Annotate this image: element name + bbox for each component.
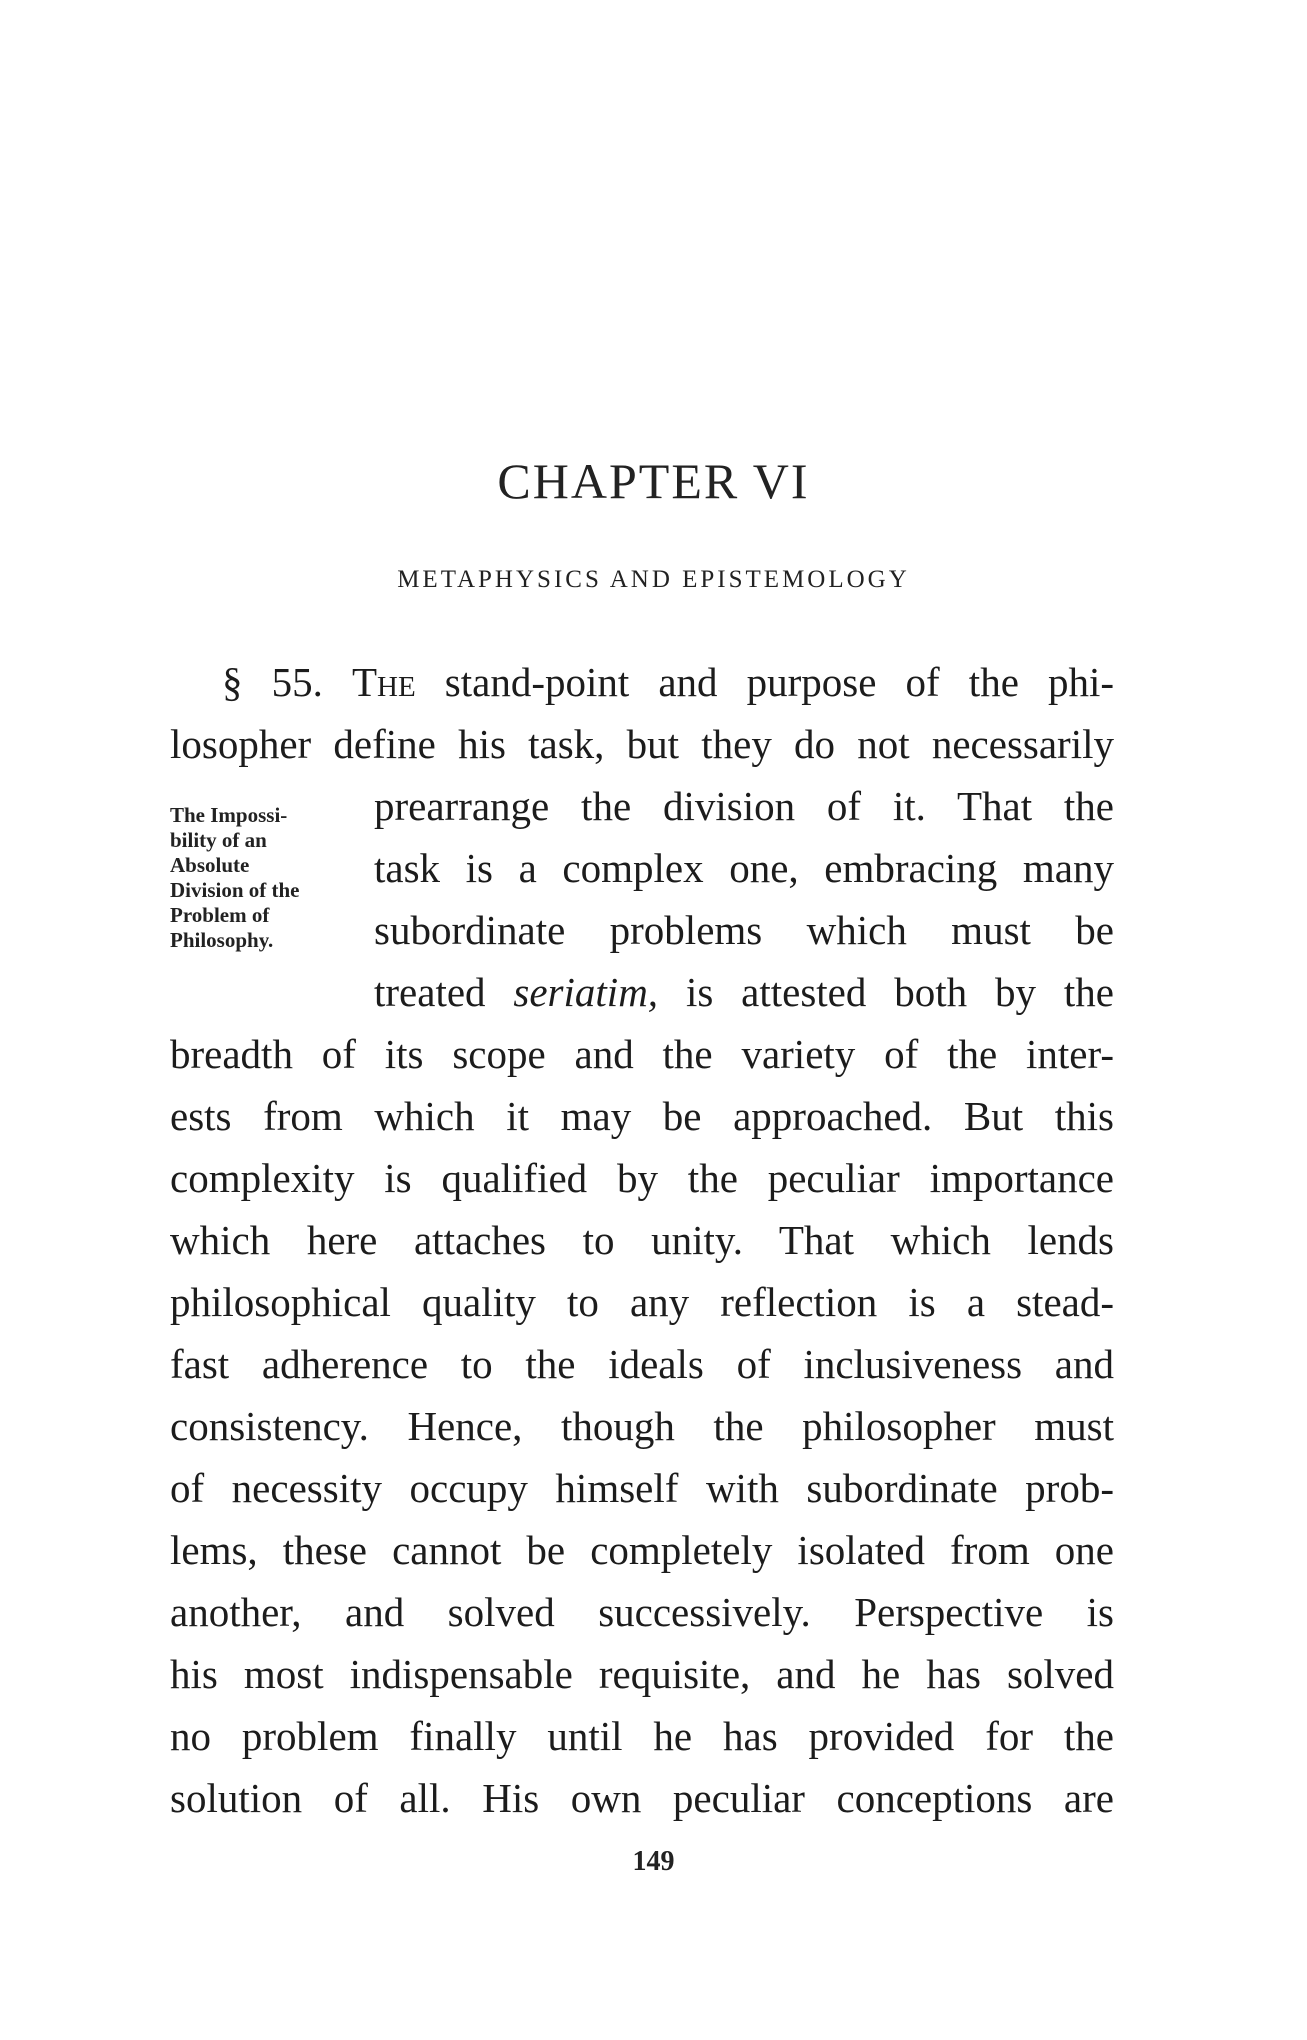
body-line: subordinate problems which must be [374,907,1114,953]
body-line: another, and solved successively. Perspective is [170,1589,1114,1635]
body-line: prearrange the division of it. That the [374,783,1114,829]
body-line: philosophical quality to any reflection is a stead- [170,1279,1114,1325]
body-line [374,968,1114,1016]
marginal-note-line: Division of the [170,878,300,902]
body-line: lems, these cannot be completely isolated from one [170,1527,1114,1573]
body-line: of necessity occupy himself with subordinate prob- [170,1465,1114,1511]
body-text: stand-point and purpose of the phi- [444,659,1115,705]
page-number: 149 [632,1846,675,1877]
marginal-note-line: bility of an [170,828,267,852]
chapter-title: CHAPTER VI [497,453,810,509]
section-marker: § 55. [222,659,323,705]
section-lead-word: The [351,659,416,705]
body-line: breadth of its scope and the variety of the inter- [170,1031,1114,1077]
body-line: fast adherence to the ideals of inclusiveness and [170,1341,1114,1387]
body-text: treated [374,969,486,1015]
marginal-note-line: Absolute [170,853,250,877]
marginal-note-line: The Impossi- [170,803,288,827]
body-line: consistency. Hence, though the philosopher must [170,1403,1114,1449]
body-line [222,658,1114,706]
body-line: his most indispensable requisite, and he has solved [170,1651,1114,1697]
marginal-note-line: Philosophy. [170,928,274,952]
marginal-note [170,803,370,953]
body-line: no problem finally until he has provided for the [170,1713,1114,1759]
body-line: ests from which it may be approached. But this [170,1093,1114,1139]
body-text-italic: seriatim, [513,969,659,1015]
marginal-note-line: Problem of [170,903,270,927]
body-line: losopher define his task, but they do not necessarily [170,721,1114,767]
body-line: which here attaches to unity. That which lends [170,1217,1114,1263]
body-line: complexity is qualified by the peculiar importance [170,1155,1114,1201]
body-line: solution of all. His own peculiar conceptions are [170,1775,1114,1821]
chapter-subtitle: METAPHYSICS AND EPISTEMOLOGY [397,566,910,593]
body-line: task is a complex one, embracing many [374,845,1114,891]
body-text: is attested both by the [685,969,1114,1015]
